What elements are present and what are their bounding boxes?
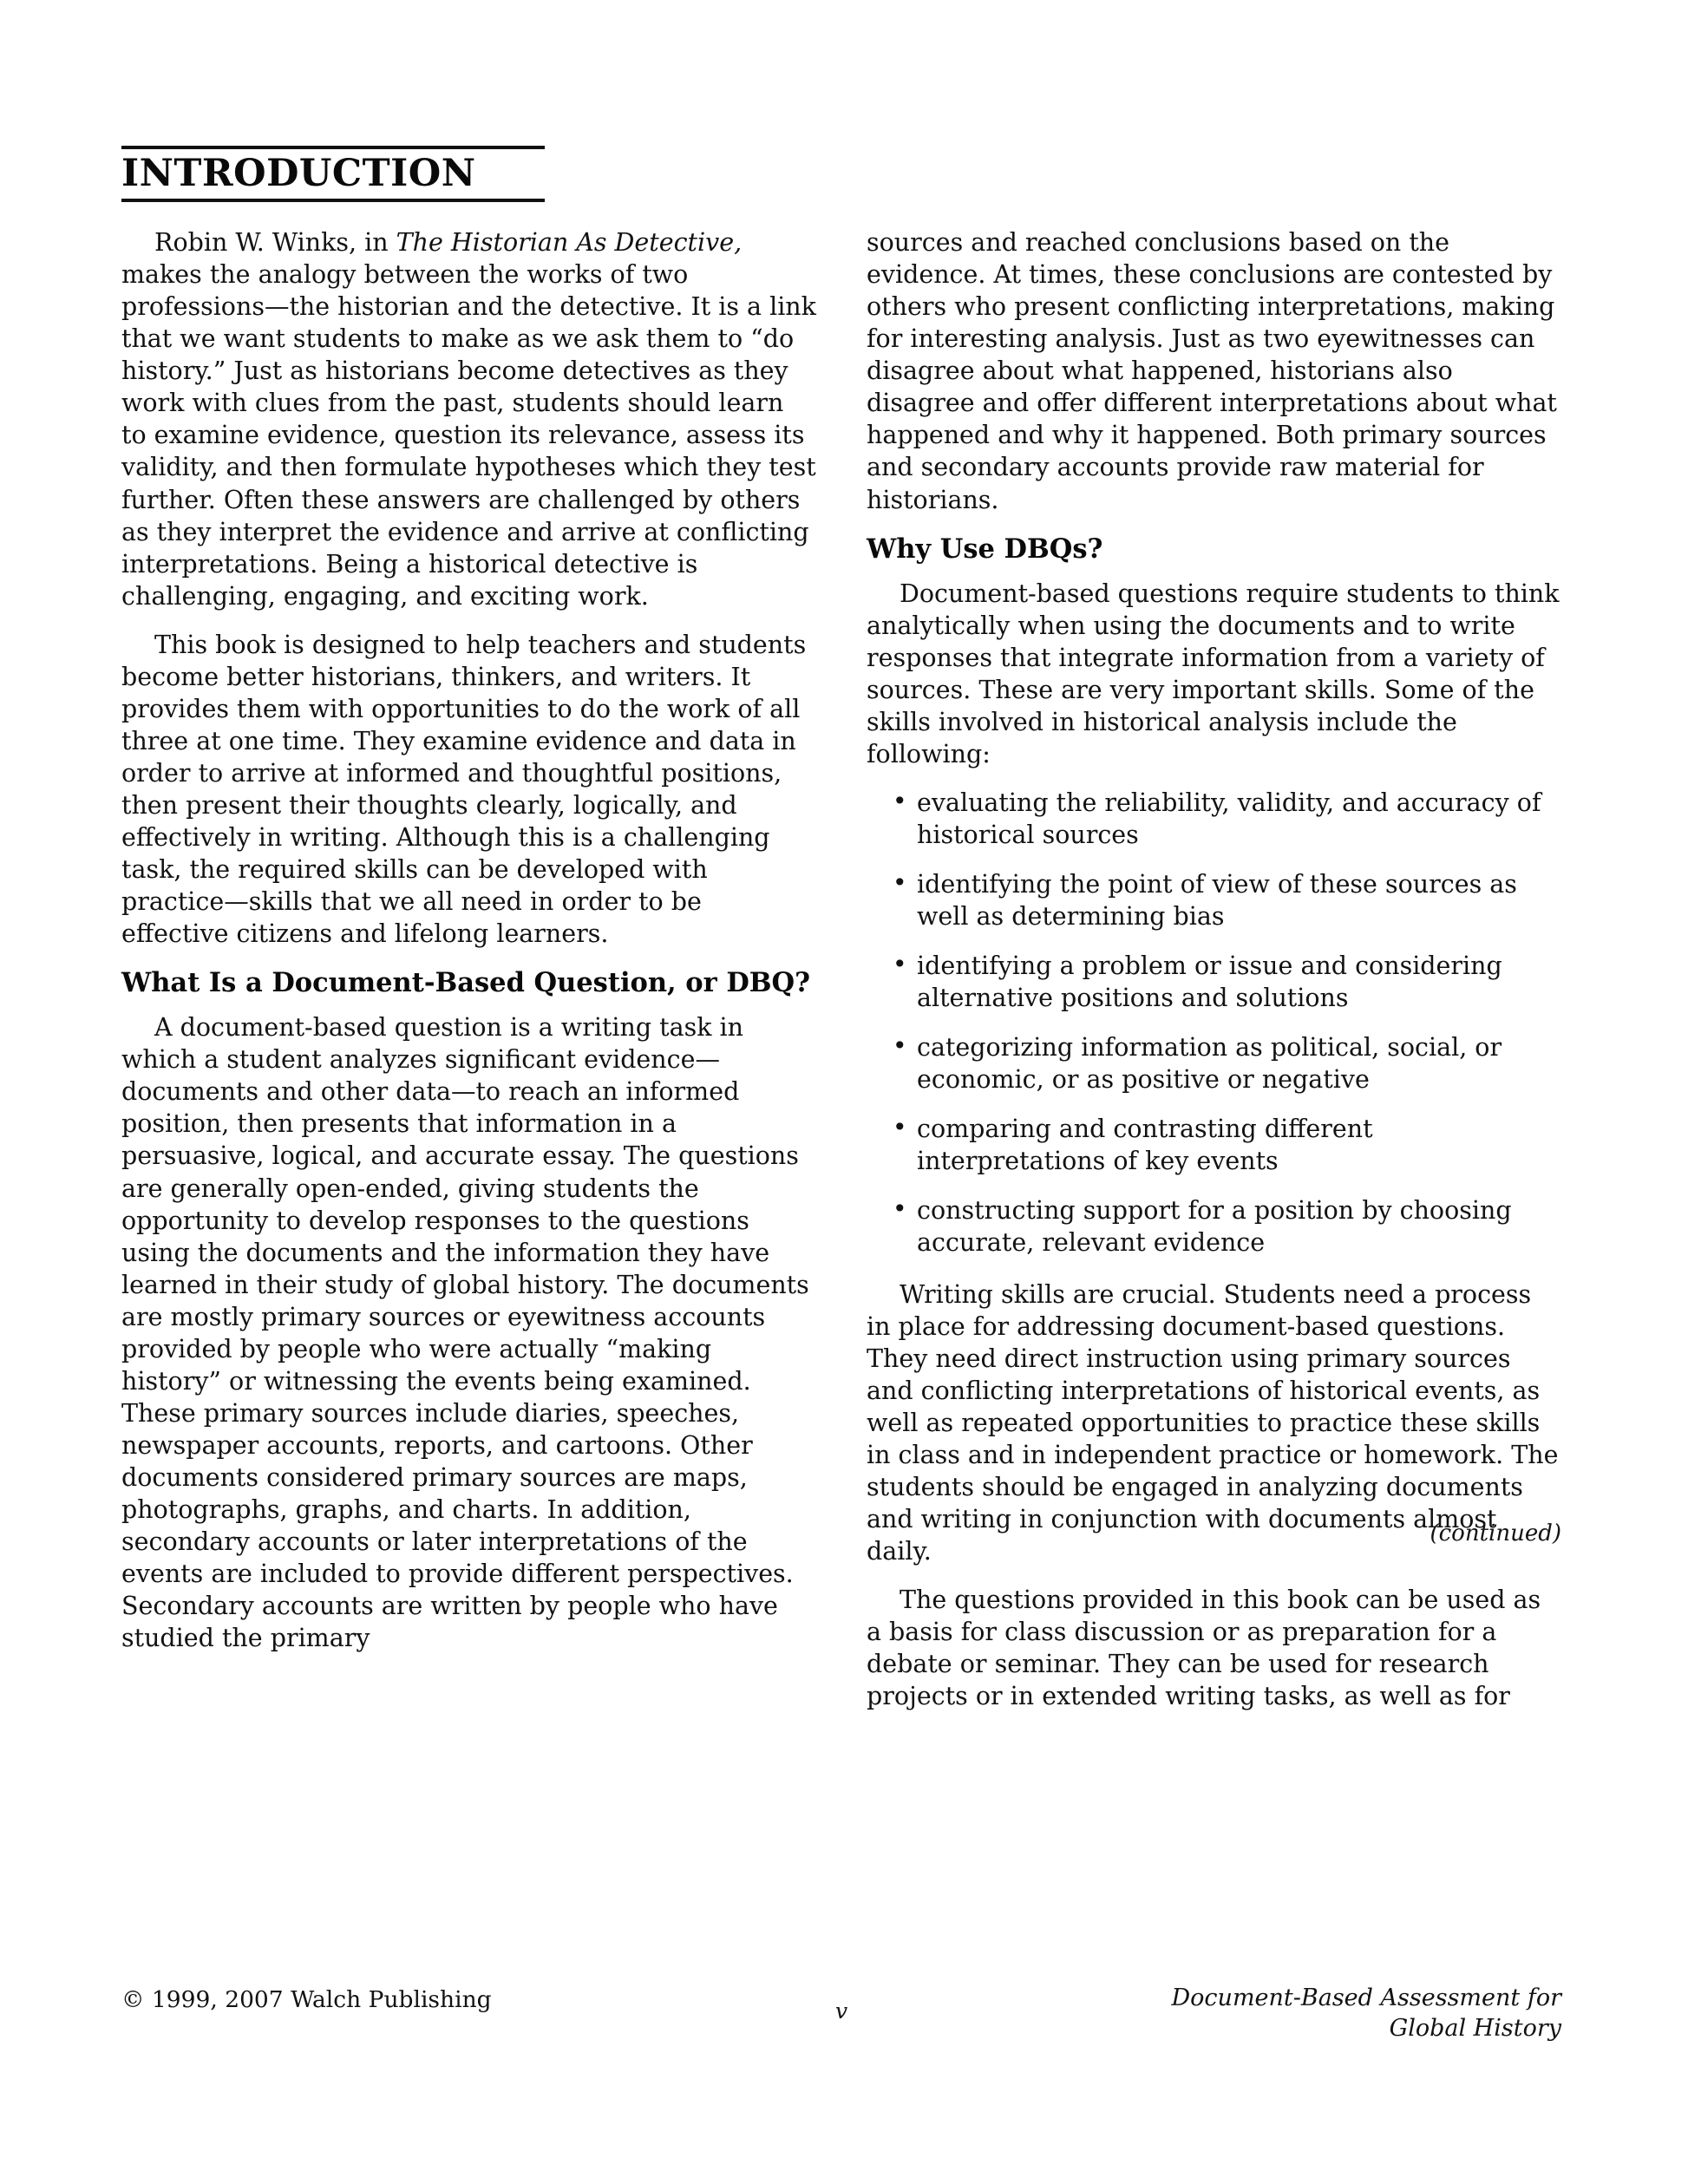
book-title-historian-as-detective: The Historian As Detective, (396, 228, 743, 258)
list-item-label: evaluating the reliability, validity, and accuracy of historical sources (917, 788, 1541, 850)
list-item (867, 1031, 1561, 1095)
page-content (121, 146, 1561, 1729)
paragraph-intro-2: This book is designed to help teachers and students become better historians, thinkers, and writers. It provides them with opportunities to do the work of all three at one time. They examine evidence and data in order to arrive at informed and thoughtful positions, then present their thoughts clearly, logically, and effectively in writing. Although this is a challenging task, the required skills can be developed with practice—skills that we all need in order to be effective citizens and lifelong learners. (121, 630, 807, 949)
list-item (867, 950, 1561, 1014)
book-title-footer (1110, 1983, 1561, 2043)
list-item (867, 1113, 1561, 1177)
bullet-icon: • (893, 950, 907, 979)
list-item-label: identifying the point of view of these sources as well as determining bias (917, 870, 1517, 932)
paragraph-writing-skills: Writing skills are crucial. Students need a process in place for addressing document-based questions. They need direct instruction using primary sources and conflicting interpretations of historical events, as well as repeated opportunities to practice these skills in class and in independent practice or homework. The students should be engaged in analyzing documents and writing in conjunction with documents almost daily. (867, 1279, 1559, 1566)
list-item (867, 868, 1561, 932)
page-title: INTRODUCTION (121, 152, 476, 195)
bullet-icon: • (893, 1194, 907, 1224)
list-item-label: categorizing information as political, social, or economic, or as positive or negative (917, 1033, 1502, 1095)
skills-bullet-list (867, 787, 1561, 1259)
book-title-line-2: Global History (1389, 2015, 1561, 2043)
page-title-block (121, 146, 545, 202)
right-column (867, 226, 1561, 1729)
bullet-icon: • (893, 786, 907, 815)
left-column (121, 226, 816, 1729)
paragraph-why-use-dbqs: Document-based questions require students to think analytically when using the documents and to write responses that integrate information from a variety of sources. These are very important skills. Some of the skills involved in historical analysis include the following: (867, 579, 1560, 768)
page-number: v (834, 1998, 848, 2024)
bullet-icon: • (893, 1031, 907, 1061)
paragraph-intro-1-seg-3: makes the analogy between the works of two professions—the historian and the detective. It is a link that we want students to make as we ask them to “do history.” Just as historians become detectives as they work with clues from the past, students should learn to examine evidence, question its relevance, assess its validity, and then formulate hypotheses which they test further. Often these answers are challenged by others as they interpret the evidence and arrive at conflicting interpretations. Being a historical detective is challenging, engaging, and exciting work. (121, 260, 816, 611)
list-item-label: identifying a problem or issue and considering alternative positions and solutions (917, 951, 1502, 1013)
list-item-label: constructing support for a position by choosing accurate, relevant evidence (917, 1196, 1512, 1258)
paragraph-dbq-definition: A document-based question is a writing task in which a student analyzes significant evidence—documents and other data—to reach an informed position, then presents that information in a persuasive, logical, and accurate essay. The questions are generally open-ended, giving students the opportunity to develop responses to the questions using the documents and the information they have learned in their study of global history. The documents are mostly primary sources or eyewitness accounts provided by people who were actually “making history” or witnessing the events being examined. These primary sources include diaries, speeches, newspaper accounts, reports, and cartoons. Other documents considered primary sources are maps, photographs, graphs, and charts. In addition, secondary accounts or later interpretations of the events are included to provide different perspectives. Secondary accounts are written by people who have studied the primary (121, 1013, 809, 1653)
paragraph-questions-usage: The questions provided in this book can be used as a basis for class discussion or as preparation for a debate or seminar. They can be used for research projects or in extended writing tasks, as well as for (867, 1585, 1541, 1711)
book-title-line-1: Document-Based Assessment for (1171, 1985, 1561, 2011)
bullet-icon: • (893, 868, 907, 898)
heading-what-is-a-dbq: What Is a Document-Based Question, or DBQ? (121, 967, 810, 999)
page-footer (121, 1986, 1561, 2090)
list-item (867, 1194, 1561, 1259)
heading-why-use-dbqs: Why Use DBQs? (867, 533, 1103, 565)
paragraph-sources-continued: sources and reached conclusions based on the evidence. At times, these conclusions are contested by others who present conflicting interpretations, making for interesting analysis. Just as two eyewitnesses can disagree about what happened, historians also disagree and offer different interpretations about what happened and why it happened. Both primary sources and secondary accounts provide raw material for historians. (867, 228, 1557, 514)
continued-note: (continued) (1430, 1520, 1561, 1546)
two-column-body (121, 226, 1561, 1729)
bullet-icon: • (893, 1113, 907, 1142)
paragraph-intro-1-seg-1: Robin W. Winks, in (154, 228, 396, 258)
copyright-notice: © 1999, 2007 Walch Publishing (121, 1986, 492, 2013)
paragraph-intro-1 (121, 226, 816, 612)
list-item-label: comparing and contrasting different interpretations of key events (917, 1115, 1373, 1176)
list-item (867, 787, 1561, 851)
